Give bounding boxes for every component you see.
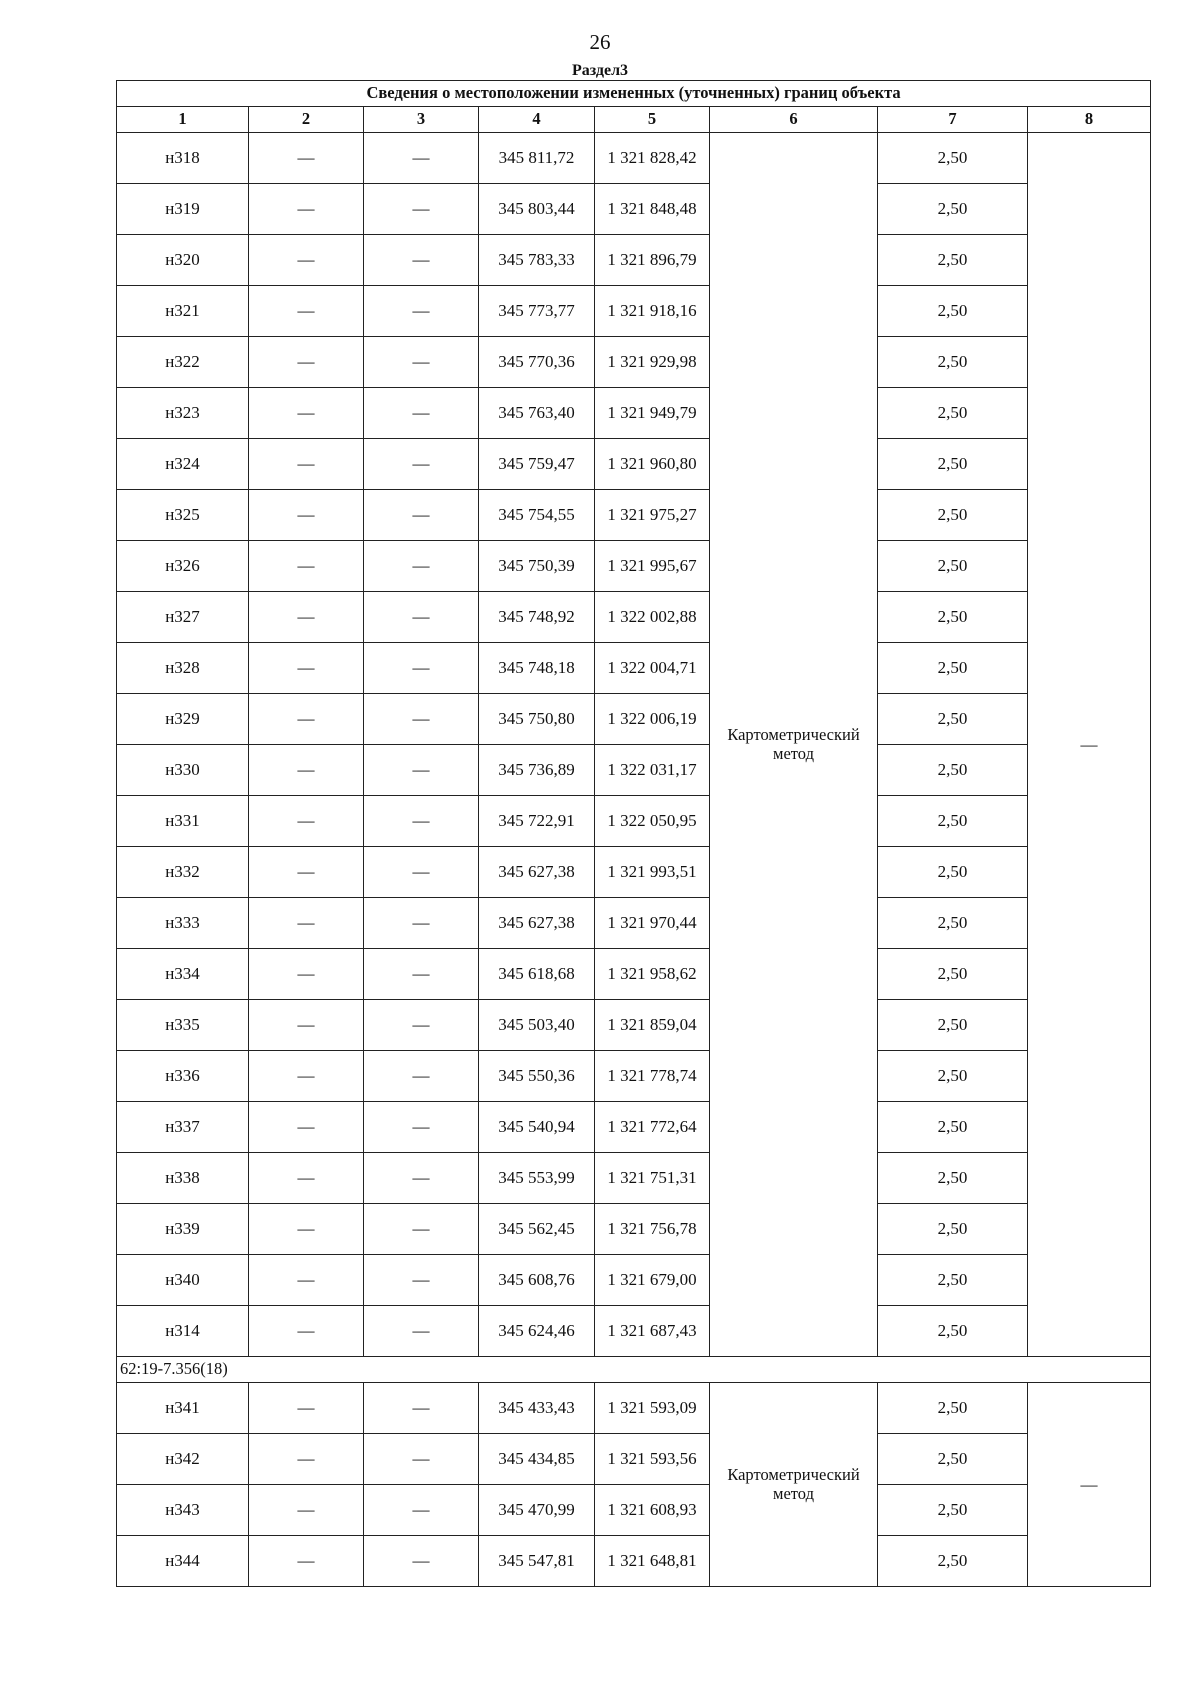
point-name-cell: н338: [117, 1153, 249, 1204]
method-text-line1: Картометрический: [727, 1464, 860, 1484]
column-3-cell: —: [364, 1306, 479, 1357]
x-coordinate-cell: 345 627,38: [479, 898, 595, 949]
column-2-cell: —: [249, 1000, 364, 1051]
y-coordinate-cell: 1 321 918,16: [595, 286, 710, 337]
y-coordinate-cell: 1 322 006,19: [595, 694, 710, 745]
point-name-cell: н325: [117, 490, 249, 541]
column-3-cell: —: [364, 1536, 479, 1587]
table-row: [117, 1383, 1151, 1434]
point-name-cell: н326: [117, 541, 249, 592]
x-coordinate-cell: 345 811,72: [479, 133, 595, 184]
y-coordinate-cell: 1 321 993,51: [595, 847, 710, 898]
y-coordinate-cell: 1 321 593,56: [595, 1434, 710, 1485]
x-coordinate-cell: 345 562,45: [479, 1204, 595, 1255]
column-3-cell: —: [364, 388, 479, 439]
accuracy-cell: 2,50: [878, 898, 1028, 949]
x-coordinate-cell: 345 618,68: [479, 949, 595, 1000]
y-coordinate-cell: 1 321 687,43: [595, 1306, 710, 1357]
point-name-cell: н328: [117, 643, 249, 694]
column-3-cell: —: [364, 439, 479, 490]
column-2-cell: —: [249, 1536, 364, 1587]
column-3-cell: —: [364, 337, 479, 388]
y-coordinate-cell: 1 321 960,80: [595, 439, 710, 490]
column-3-cell: —: [364, 949, 479, 1000]
x-coordinate-cell: 345 773,77: [479, 286, 595, 337]
y-coordinate-cell: 1 321 679,00: [595, 1255, 710, 1306]
table-row: [117, 1536, 1151, 1587]
method-cell: [710, 133, 878, 1357]
table-row: [117, 541, 1151, 592]
parcel-group-label: 62:19-7.356(18): [117, 1357, 1151, 1383]
y-coordinate-cell: 1 321 608,93: [595, 1485, 710, 1536]
table-row: [117, 133, 1151, 184]
column-3-cell: —: [364, 184, 479, 235]
table-row: [117, 235, 1151, 286]
column-3-cell: —: [364, 235, 479, 286]
y-coordinate-cell: 1 322 004,71: [595, 643, 710, 694]
accuracy-cell: 2,50: [878, 1000, 1028, 1051]
point-name-cell: н330: [117, 745, 249, 796]
column-2-cell: —: [249, 745, 364, 796]
column-3-cell: —: [364, 541, 479, 592]
x-coordinate-cell: 345 550,36: [479, 1051, 595, 1102]
y-coordinate-cell: 1 321 949,79: [595, 388, 710, 439]
column-3-cell: —: [364, 1204, 479, 1255]
y-coordinate-cell: 1 322 050,95: [595, 796, 710, 847]
column-8-cell: —: [1028, 1383, 1151, 1587]
x-coordinate-cell: 345 470,99: [479, 1485, 595, 1536]
x-coordinate-cell: 345 748,18: [479, 643, 595, 694]
accuracy-cell: 2,50: [878, 490, 1028, 541]
y-coordinate-cell: 1 321 848,48: [595, 184, 710, 235]
column-3-cell: —: [364, 847, 479, 898]
point-name-cell: н324: [117, 439, 249, 490]
table-row: [117, 388, 1151, 439]
column-3-cell: —: [364, 592, 479, 643]
point-name-cell: н319: [117, 184, 249, 235]
point-name-cell: н342: [117, 1434, 249, 1485]
point-name-cell: н343: [117, 1485, 249, 1536]
accuracy-cell: 2,50: [878, 1485, 1028, 1536]
method-text-line2: метод: [773, 1483, 814, 1503]
parcel-group-row: [117, 1357, 1151, 1383]
accuracy-cell: 2,50: [878, 541, 1028, 592]
x-coordinate-cell: 345 433,43: [479, 1383, 595, 1434]
column-2-cell: —: [249, 490, 364, 541]
x-coordinate-cell: 345 783,33: [479, 235, 595, 286]
column-2-cell: —: [249, 898, 364, 949]
column-2-cell: —: [249, 1153, 364, 1204]
table-row: [117, 847, 1151, 898]
column-2-cell: —: [249, 286, 364, 337]
x-coordinate-cell: 345 624,46: [479, 1306, 595, 1357]
x-coordinate-cell: 345 803,44: [479, 184, 595, 235]
accuracy-cell: 2,50: [878, 1153, 1028, 1204]
method-cell: [710, 1383, 878, 1587]
accuracy-cell: 2,50: [878, 235, 1028, 286]
accuracy-cell: 2,50: [878, 592, 1028, 643]
table-row: [117, 1485, 1151, 1536]
column-2-cell: —: [249, 1204, 364, 1255]
column-number: 7: [878, 107, 1028, 133]
column-2-cell: —: [249, 643, 364, 694]
x-coordinate-cell: 345 748,92: [479, 592, 595, 643]
x-coordinate-cell: 345 750,80: [479, 694, 595, 745]
column-2-cell: —: [249, 337, 364, 388]
y-coordinate-cell: 1 321 751,31: [595, 1153, 710, 1204]
accuracy-cell: 2,50: [878, 1102, 1028, 1153]
page-number: 26: [589, 30, 611, 54]
accuracy-cell: 2,50: [878, 286, 1028, 337]
x-coordinate-cell: 345 553,99: [479, 1153, 595, 1204]
x-coordinate-cell: 345 770,36: [479, 337, 595, 388]
method-text-line2: метод: [773, 743, 814, 763]
column-2-cell: —: [249, 1102, 364, 1153]
x-coordinate-cell: 345 763,40: [479, 388, 595, 439]
column-8-cell: —: [1028, 133, 1151, 1357]
y-coordinate-cell: 1 321 778,74: [595, 1051, 710, 1102]
y-coordinate-cell: 1 321 958,62: [595, 949, 710, 1000]
accuracy-cell: 2,50: [878, 1434, 1028, 1485]
column-2-cell: —: [249, 949, 364, 1000]
column-number: 2: [249, 107, 364, 133]
accuracy-cell: 2,50: [878, 694, 1028, 745]
boundary-points-table: [116, 80, 1151, 1587]
column-2-cell: —: [249, 796, 364, 847]
table-row: [117, 439, 1151, 490]
table-body: [117, 81, 1151, 1587]
column-3-cell: —: [364, 1153, 479, 1204]
column-2-cell: —: [249, 133, 364, 184]
column-number: 3: [364, 107, 479, 133]
y-coordinate-cell: 1 321 970,44: [595, 898, 710, 949]
table-row: [117, 1255, 1151, 1306]
point-name-cell: н341: [117, 1383, 249, 1434]
point-name-cell: н327: [117, 592, 249, 643]
column-2-cell: —: [249, 1485, 364, 1536]
table-row: [117, 490, 1151, 541]
y-coordinate-cell: 1 321 995,67: [595, 541, 710, 592]
column-2-cell: —: [249, 1255, 364, 1306]
point-name-cell: н331: [117, 796, 249, 847]
accuracy-cell: 2,50: [878, 184, 1028, 235]
point-name-cell: н344: [117, 1536, 249, 1587]
column-3-cell: —: [364, 898, 479, 949]
table-row: [117, 1000, 1151, 1051]
point-name-cell: н332: [117, 847, 249, 898]
table-caption: Сведения о местоположении измененных (уточненных) границ объекта: [117, 81, 1151, 107]
y-coordinate-cell: 1 321 896,79: [595, 235, 710, 286]
accuracy-cell: 2,50: [878, 133, 1028, 184]
x-coordinate-cell: 345 547,81: [479, 1536, 595, 1587]
table-row: [117, 286, 1151, 337]
table-row: [117, 898, 1151, 949]
y-coordinate-cell: 1 321 929,98: [595, 337, 710, 388]
table-row: [117, 1102, 1151, 1153]
accuracy-cell: 2,50: [878, 1255, 1028, 1306]
column-number: 6: [710, 107, 878, 133]
column-number: 8: [1028, 107, 1151, 133]
column-3-cell: —: [364, 1485, 479, 1536]
x-coordinate-cell: 345 503,40: [479, 1000, 595, 1051]
point-name-cell: н321: [117, 286, 249, 337]
table-row: [117, 337, 1151, 388]
y-coordinate-cell: 1 321 975,27: [595, 490, 710, 541]
point-name-cell: н337: [117, 1102, 249, 1153]
column-3-cell: —: [364, 1051, 479, 1102]
accuracy-cell: 2,50: [878, 1051, 1028, 1102]
point-name-cell: н334: [117, 949, 249, 1000]
y-coordinate-cell: 1 321 859,04: [595, 1000, 710, 1051]
column-3-cell: —: [364, 643, 479, 694]
point-name-cell: н339: [117, 1204, 249, 1255]
point-name-cell: н340: [117, 1255, 249, 1306]
point-name-cell: н323: [117, 388, 249, 439]
table-row: [117, 643, 1151, 694]
point-name-cell: н333: [117, 898, 249, 949]
column-2-cell: —: [249, 847, 364, 898]
accuracy-cell: 2,50: [878, 337, 1028, 388]
table-row: [117, 796, 1151, 847]
y-coordinate-cell: 1 322 002,88: [595, 592, 710, 643]
column-3-cell: —: [364, 133, 479, 184]
column-2-cell: —: [249, 184, 364, 235]
column-3-cell: —: [364, 1000, 479, 1051]
point-name-cell: н336: [117, 1051, 249, 1102]
x-coordinate-cell: 345 608,76: [479, 1255, 595, 1306]
y-coordinate-cell: 1 322 031,17: [595, 745, 710, 796]
x-coordinate-cell: 345 540,94: [479, 1102, 595, 1153]
x-coordinate-cell: 345 627,38: [479, 847, 595, 898]
accuracy-cell: 2,50: [878, 643, 1028, 694]
accuracy-cell: 2,50: [878, 847, 1028, 898]
column-2-cell: —: [249, 1051, 364, 1102]
table-row: [117, 745, 1151, 796]
column-3-cell: —: [364, 490, 479, 541]
accuracy-cell: 2,50: [878, 1306, 1028, 1357]
table-row: [117, 1306, 1151, 1357]
column-2-cell: —: [249, 235, 364, 286]
x-coordinate-cell: 345 722,91: [479, 796, 595, 847]
column-2-cell: —: [249, 439, 364, 490]
accuracy-cell: 2,50: [878, 949, 1028, 1000]
point-name-cell: н329: [117, 694, 249, 745]
column-2-cell: —: [249, 388, 364, 439]
table-row: [117, 1434, 1151, 1485]
accuracy-cell: 2,50: [878, 796, 1028, 847]
point-name-cell: н320: [117, 235, 249, 286]
x-coordinate-cell: 345 434,85: [479, 1434, 595, 1485]
y-coordinate-cell: 1 321 772,64: [595, 1102, 710, 1153]
column-number: 1: [117, 107, 249, 133]
column-2-cell: —: [249, 541, 364, 592]
section-title: Раздел3: [571, 62, 629, 79]
accuracy-cell: 2,50: [878, 1536, 1028, 1587]
accuracy-cell: 2,50: [878, 745, 1028, 796]
column-2-cell: —: [249, 1434, 364, 1485]
point-name-cell: н335: [117, 1000, 249, 1051]
table-row: [117, 592, 1151, 643]
point-name-cell: н318: [117, 133, 249, 184]
table-row: [117, 1051, 1151, 1102]
column-number: 5: [595, 107, 710, 133]
column-2-cell: —: [249, 1306, 364, 1357]
column-3-cell: —: [364, 1255, 479, 1306]
column-3-cell: —: [364, 1383, 479, 1434]
accuracy-cell: 2,50: [878, 1383, 1028, 1434]
y-coordinate-cell: 1 321 828,42: [595, 133, 710, 184]
column-3-cell: —: [364, 796, 479, 847]
y-coordinate-cell: 1 321 593,09: [595, 1383, 710, 1434]
method-text-line1: Картометрический: [727, 724, 860, 744]
table-row: [117, 1153, 1151, 1204]
column-3-cell: —: [364, 1102, 479, 1153]
column-3-cell: —: [364, 745, 479, 796]
table-row: [117, 1204, 1151, 1255]
column-3-cell: —: [364, 286, 479, 337]
y-coordinate-cell: 1 321 648,81: [595, 1536, 710, 1587]
accuracy-cell: 2,50: [878, 439, 1028, 490]
point-name-cell: н322: [117, 337, 249, 388]
x-coordinate-cell: 345 759,47: [479, 439, 595, 490]
table-caption-row: [117, 81, 1151, 107]
point-name-cell: н314: [117, 1306, 249, 1357]
x-coordinate-cell: 345 736,89: [479, 745, 595, 796]
table-row: [117, 694, 1151, 745]
table-row: [117, 949, 1151, 1000]
column-2-cell: —: [249, 1383, 364, 1434]
accuracy-cell: 2,50: [878, 388, 1028, 439]
y-coordinate-cell: 1 321 756,78: [595, 1204, 710, 1255]
column-3-cell: —: [364, 1434, 479, 1485]
column-3-cell: —: [364, 694, 479, 745]
column-number-row: [117, 107, 1151, 133]
x-coordinate-cell: 345 750,39: [479, 541, 595, 592]
table-row: [117, 184, 1151, 235]
column-2-cell: —: [249, 694, 364, 745]
column-2-cell: —: [249, 592, 364, 643]
column-number: 4: [479, 107, 595, 133]
x-coordinate-cell: 345 754,55: [479, 490, 595, 541]
accuracy-cell: 2,50: [878, 1204, 1028, 1255]
